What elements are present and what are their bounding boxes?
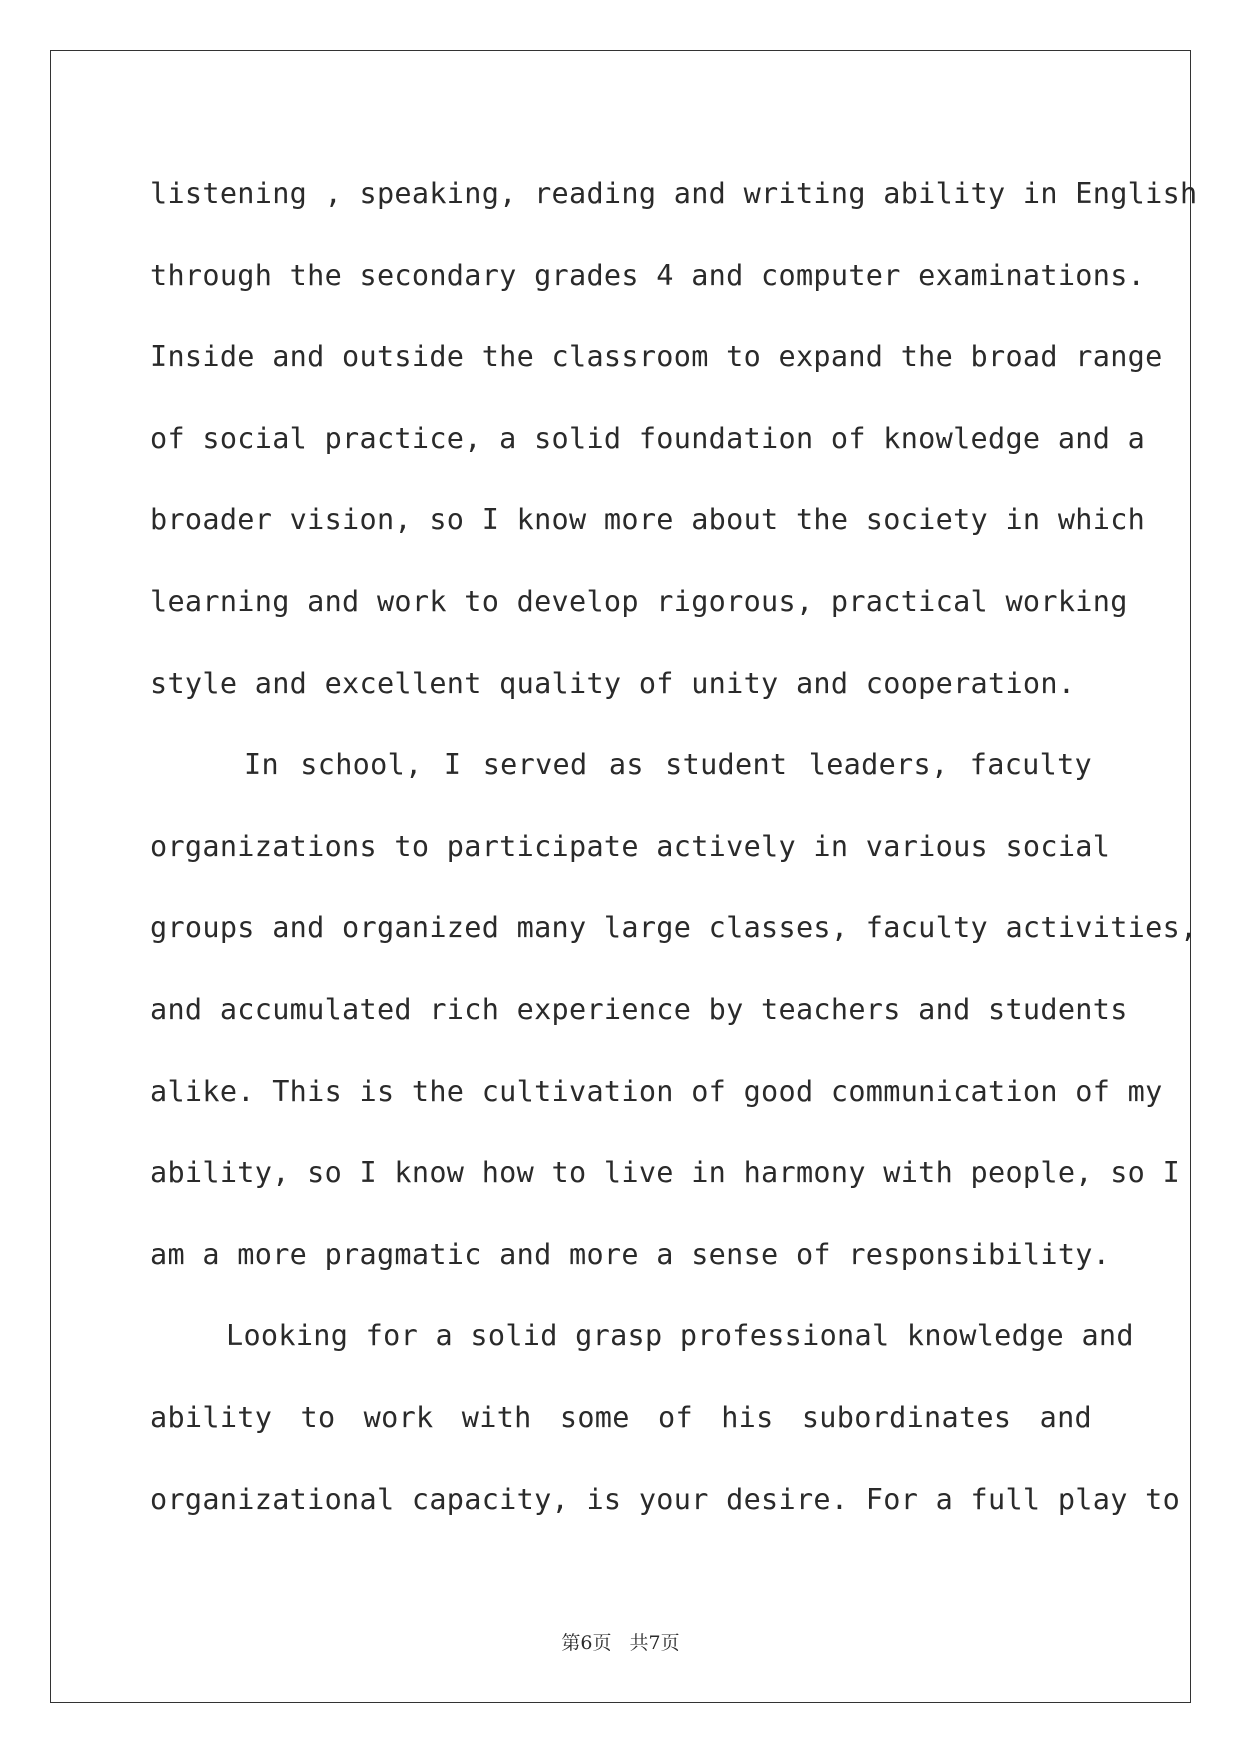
text-line: learning and work to develop rigorous, practical working xyxy=(150,584,1128,618)
text-line: Inside and outside the classroom to expand the broad range xyxy=(150,340,1163,374)
text-line: style and excellent quality of unity and cooperation. xyxy=(150,666,1076,700)
text-line: listening , speaking, reading and writing ability in English xyxy=(150,177,1198,210)
text-line: In school, I served as student leaders, faculty xyxy=(244,748,1092,782)
text-line: organizations to participate actively in various social xyxy=(150,829,1111,863)
text-line: organizational capacity, is your desire. For a full play to xyxy=(150,1482,1181,1516)
page-number: 第6页 xyxy=(561,1632,612,1654)
text-line: am a more pragmatic and more a sense of responsibility. xyxy=(150,1237,1111,1271)
text-line: and accumulated rich experience by teachers and students xyxy=(150,992,1128,1026)
document-body xyxy=(150,153,1198,1540)
text-line: groups and organized many large classes, faculty activities, xyxy=(150,911,1198,945)
text-line: through the secondary grades 4 and computer examinations. xyxy=(150,258,1146,292)
text-line: Looking for a solid grasp professional knowledge and xyxy=(226,1319,1134,1353)
text-line: ability, so I know how to live in harmony with people, so I xyxy=(150,1156,1181,1190)
text-line: broader vision, so I know more about the society in which xyxy=(150,503,1146,537)
page-total: 共7页 xyxy=(629,1632,680,1654)
text-line: alike. This is the cultivation of good communication of my xyxy=(150,1074,1163,1108)
text-line: ability to work with some of his subordinates and xyxy=(150,1400,1092,1434)
text-line: of social practice, a solid foundation of knowledge and a xyxy=(150,421,1146,455)
page-footer xyxy=(0,1628,1241,1655)
